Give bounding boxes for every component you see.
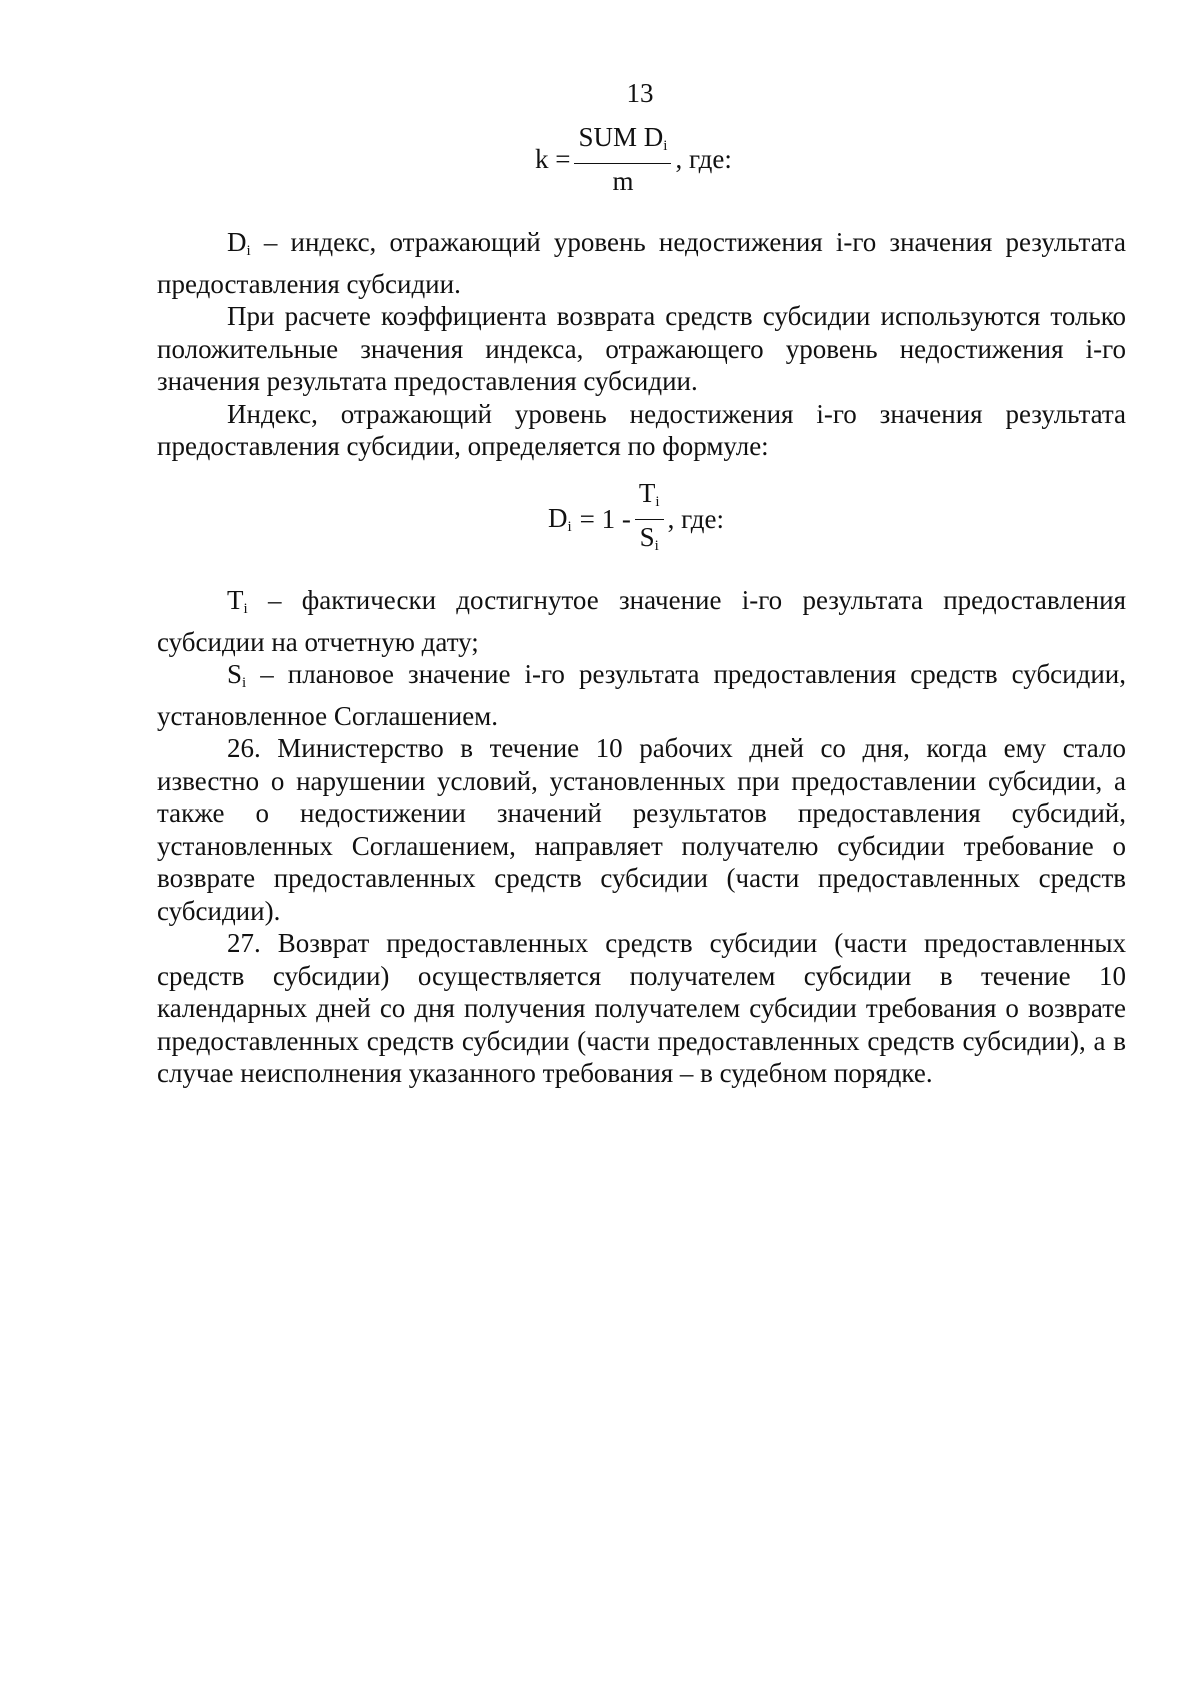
paragraph-text: – плановое значение i-го результата предоставления средств субсидии, установленное Соглашением. <box>157 659 1126 731</box>
formula-k-numerator-main: SUM D <box>578 122 664 152</box>
symbol-s-sub: i <box>242 675 247 691</box>
formula-d <box>548 478 724 561</box>
symbol-d: D <box>227 227 247 257</box>
paragraph-text: – индекс, отражающий уровень недостижения i-го значения результата предоставления субсидии. <box>157 227 1126 299</box>
formula-k-numerator-sub: i <box>663 138 668 154</box>
symbol-t-sub: i <box>243 601 248 617</box>
formula-d-fraction <box>635 478 664 561</box>
symbol-s: S <box>227 659 243 689</box>
symbol-t: T <box>227 585 244 615</box>
paragraph-positive-values: При расчете коэффициента возврата средств субсидии используются только положительные значения индекса, отражающего уровень недостижения i-го значения результата предоставления субсидии. <box>157 301 1126 396</box>
formula-d-numerator-sub: i <box>655 494 660 510</box>
formula-d-numerator <box>635 478 664 520</box>
formula-d-middle: = 1 - <box>579 504 631 534</box>
paragraph-index-formula-intro: Индекс, отражающий уровень недостижения i-го значения результата предоставления субсидии, определяется по формуле: <box>157 398 1126 461</box>
formula-k-suffix: , где: <box>675 143 732 174</box>
formula-k-numerator <box>574 122 671 164</box>
paragraph-di-definition <box>157 226 1126 300</box>
formula-d-lhs <box>548 503 572 536</box>
text-block-definitions-2 <box>157 584 1126 1090</box>
formula-d-lhs-sub: i <box>567 519 572 535</box>
paragraph-26: 26. Министерство в течение 10 рабочих дней со дня, когда ему стало известно о нарушении условий, установленных при предоставлении субсидии, а также о недостижении значений результатов предоставления субсидий, установленных Соглашением, направляет получателю субсидии требование о возврате предоставленных средств субсидии (части предоставленных средств субсидии). <box>157 733 1126 926</box>
formula-k-denominator: m <box>612 166 634 196</box>
paragraph-ti-definition <box>157 584 1126 658</box>
formula-d-lhs-main: D <box>548 503 568 533</box>
paragraph-text: – фактически достигнутое значение i-го результата предоставления субсидии на отчетную дату; <box>157 585 1126 657</box>
formula-k <box>535 122 732 196</box>
formula-d-denominator-sub: i <box>654 538 659 554</box>
formula-d-suffix: , где: <box>667 504 725 534</box>
formula-k-fraction <box>574 122 671 196</box>
formula-d-numerator-main: T <box>638 478 656 508</box>
formula-d-denominator <box>640 520 659 561</box>
formula-k-lhs: k = <box>535 143 571 174</box>
paragraph-27: 27. Возврат предоставленных средств субсидии (части предоставленных средств субсидии) осуществляется получателем субсидии в течение 10 календарных дней со дня получения получателем субсидии требования о возврате предоставленных средств субсидии (части предоставленных средств субсидии), а в случае неисполнения указанного требования – в судебном порядке. <box>157 928 1126 1088</box>
text-block-definitions-1 <box>157 226 1126 463</box>
paragraph-si-definition <box>157 658 1126 732</box>
symbol-d-sub: i <box>246 243 251 259</box>
formula-d-denominator-main: S <box>639 522 655 552</box>
page-number: 13 <box>626 78 654 108</box>
